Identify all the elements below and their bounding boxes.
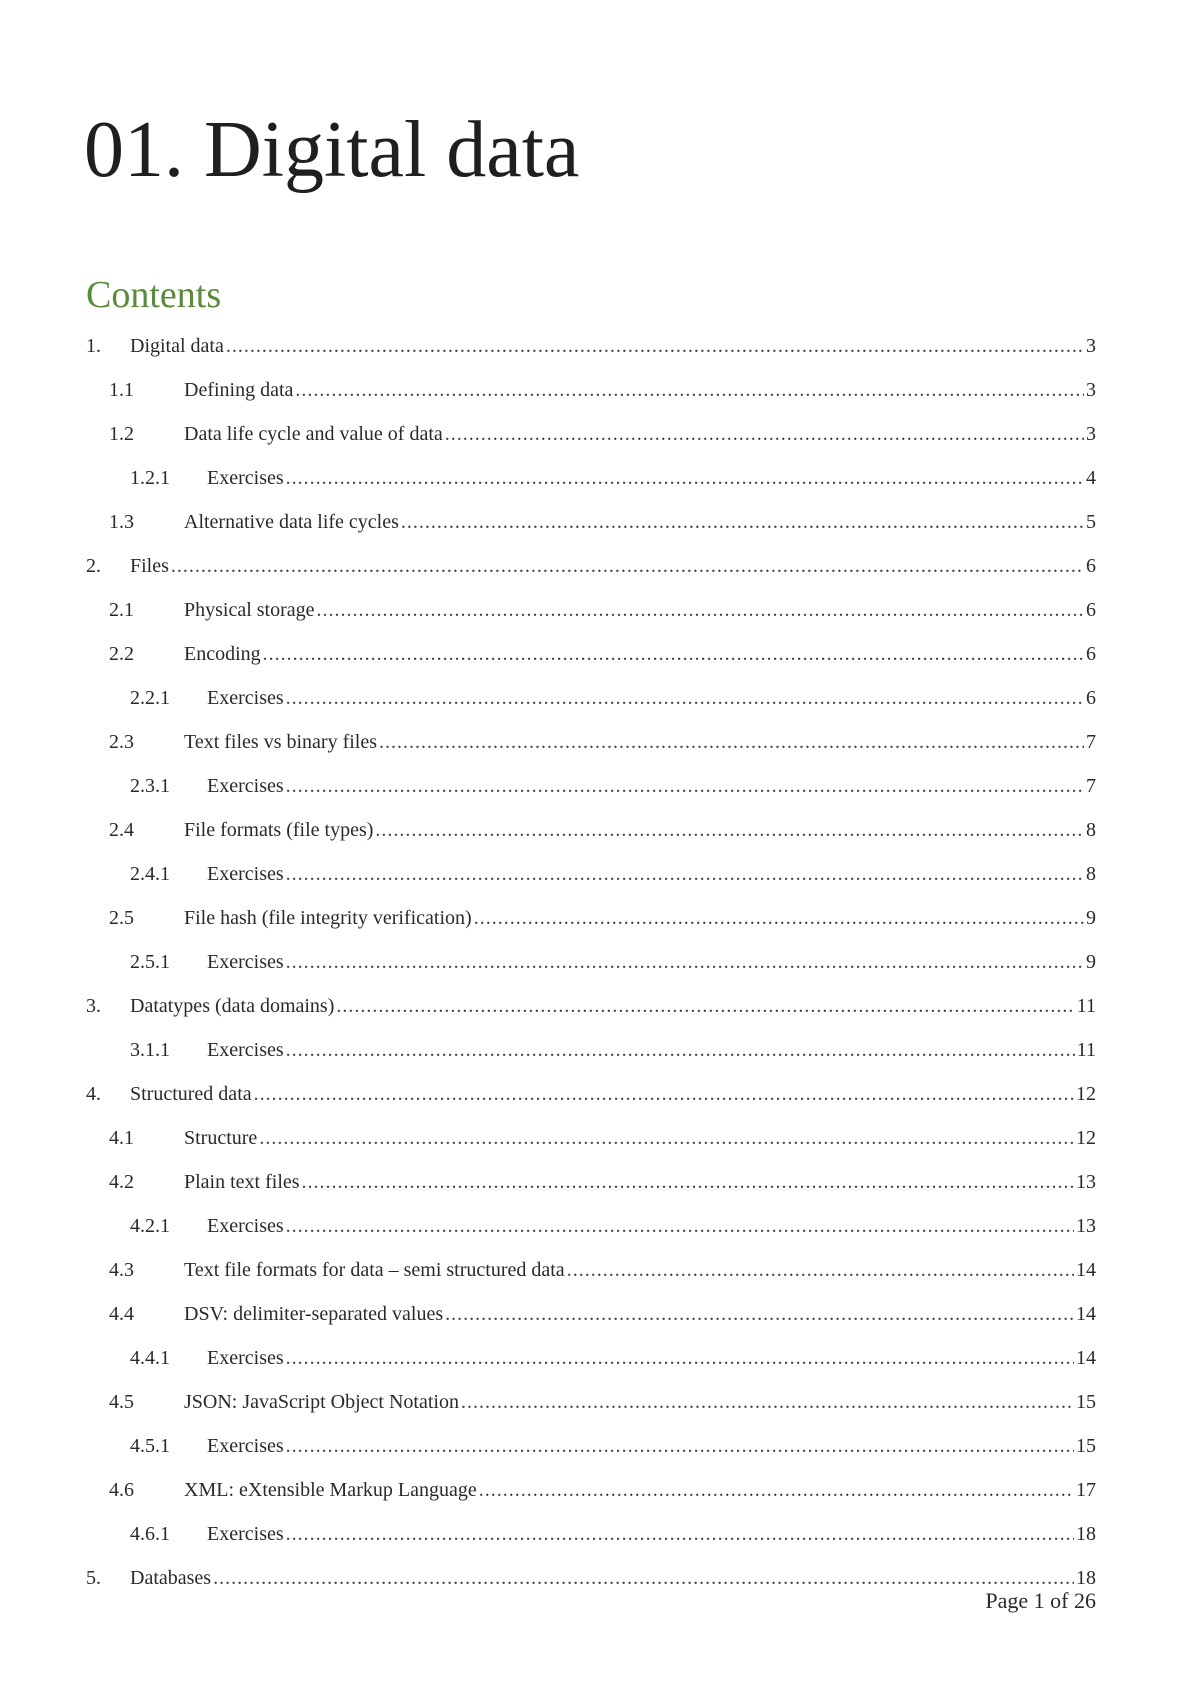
toc-entry-page: 5: [1086, 511, 1096, 533]
toc-dot-leader: [263, 642, 1084, 666]
toc-dot-leader: [286, 862, 1084, 886]
toc-entry[interactable]: [86, 1158, 1096, 1202]
toc-dot-leader: [286, 686, 1084, 710]
toc-entry[interactable]: [86, 586, 1096, 630]
toc-dot-leader: [302, 1170, 1074, 1194]
toc-entry-title: Structured data: [130, 1083, 252, 1105]
toc-entry[interactable]: [86, 1466, 1096, 1510]
toc-entry-page: 6: [1086, 687, 1096, 709]
toc-entry-number: 1.3: [109, 511, 134, 533]
toc-entry-number: 4.2: [109, 1171, 134, 1193]
toc-dot-leader: [479, 1478, 1074, 1502]
toc-dot-leader: [379, 730, 1084, 754]
toc-entry[interactable]: [86, 1246, 1096, 1290]
toc-entry-number: 2.5.1: [130, 951, 170, 973]
toc-entry-number: 4.3: [109, 1259, 134, 1281]
toc-entry-number: 4.4: [109, 1303, 134, 1325]
toc-entry[interactable]: [86, 674, 1096, 718]
toc-entry[interactable]: [86, 1510, 1096, 1554]
page-number-footer: Page 1 of 26: [985, 1588, 1096, 1613]
toc-entry-page: 14: [1076, 1303, 1096, 1325]
toc-entry[interactable]: [86, 894, 1096, 938]
toc-entry-number: 2.4: [109, 819, 134, 841]
toc-entry-page: 4: [1086, 467, 1096, 489]
toc-entry[interactable]: [86, 1114, 1096, 1158]
toc-entry-number: 4.: [86, 1083, 101, 1105]
toc-entry-page: 14: [1076, 1259, 1096, 1281]
toc-entry-title: Exercises: [207, 863, 284, 885]
toc-entry-number: 2.2.1: [130, 687, 170, 709]
toc-dot-leader: [317, 598, 1084, 622]
toc-entry-title: Defining data: [184, 379, 294, 401]
toc-entry-title: Text files vs binary files: [184, 731, 377, 753]
toc-entry-title: Files: [130, 555, 169, 577]
table-of-contents: [86, 322, 1096, 1598]
toc-entry[interactable]: [86, 1378, 1096, 1422]
toc-entry-number: 1.1: [109, 379, 134, 401]
toc-entry-page: 8: [1086, 819, 1096, 841]
toc-entry-page: 14: [1076, 1347, 1096, 1369]
toc-heading: Contents: [86, 274, 222, 316]
toc-entry-number: 3.1.1: [130, 1039, 170, 1061]
toc-entry-number: 2.3.1: [130, 775, 170, 797]
toc-entry-number: 5.: [86, 1567, 101, 1589]
toc-entry-title: Alternative data life cycles: [184, 511, 399, 533]
toc-entry-number: 1.: [86, 335, 101, 357]
toc-dot-leader: [474, 906, 1084, 930]
toc-dot-leader: [259, 1126, 1074, 1150]
toc-entry-page: 18: [1076, 1523, 1096, 1545]
toc-entry-page: 18: [1076, 1567, 1096, 1589]
toc-dot-leader: [445, 1302, 1074, 1326]
toc-entry-number: 3.: [86, 995, 101, 1017]
toc-entry-page: 15: [1076, 1391, 1096, 1413]
toc-entry-title: Exercises: [207, 467, 284, 489]
toc-entry-page: 3: [1086, 335, 1096, 357]
toc-entry[interactable]: [86, 1026, 1096, 1070]
toc-entry-number: 4.1: [109, 1127, 134, 1149]
toc-entry-title: DSV: delimiter-separated values: [184, 1303, 444, 1325]
toc-dot-leader: [254, 1082, 1074, 1106]
toc-entry-number: 4.6.1: [130, 1523, 170, 1545]
toc-entry-page: 12: [1076, 1127, 1096, 1149]
toc-entry-page: 8: [1086, 863, 1096, 885]
toc-entry-number: 2.4.1: [130, 863, 170, 885]
toc-entry-title: Exercises: [207, 1435, 284, 1457]
toc-entry-title: XML: eXtensible Markup Language: [184, 1479, 477, 1501]
toc-entry-title: Datatypes (data domains): [130, 995, 335, 1017]
toc-entry-title: Structure: [184, 1127, 258, 1149]
toc-entry-number: 1.2: [109, 423, 134, 445]
toc-entry-number: 2.3: [109, 731, 134, 753]
toc-entry-page: 3: [1086, 423, 1096, 445]
toc-entry-number: 2.1: [109, 599, 134, 621]
toc-entry-page: 11: [1076, 995, 1096, 1017]
document-title: 01. Digital data: [84, 106, 580, 194]
toc-dot-leader: [286, 1214, 1074, 1238]
toc-entry[interactable]: [86, 762, 1096, 806]
toc-entry-title: Plain text files: [184, 1171, 300, 1193]
toc-dot-leader: [213, 1566, 1074, 1590]
toc-dot-leader: [336, 994, 1074, 1018]
toc-entry[interactable]: [86, 366, 1096, 410]
toc-entry-page: 17: [1076, 1479, 1096, 1501]
toc-entry-page: 11: [1076, 1039, 1096, 1061]
toc-dot-leader: [375, 818, 1084, 842]
toc-dot-leader: [286, 1346, 1074, 1370]
toc-dot-leader: [286, 774, 1084, 798]
toc-entry[interactable]: [86, 1290, 1096, 1334]
toc-entry-title: Exercises: [207, 951, 284, 973]
toc-entry[interactable]: [86, 454, 1096, 498]
toc-entry-page: 3: [1086, 379, 1096, 401]
toc-entry[interactable]: [86, 498, 1096, 542]
toc-entry[interactable]: [86, 806, 1096, 850]
toc-entry[interactable]: [86, 850, 1096, 894]
toc-entry-title: Data life cycle and value of data: [184, 423, 443, 445]
toc-entry[interactable]: [86, 322, 1096, 366]
toc-entry[interactable]: [86, 542, 1096, 586]
toc-dot-leader: [171, 554, 1084, 578]
toc-entry-title: Text file formats for data – semi structured data: [184, 1259, 565, 1281]
toc-entry-title: Physical storage: [184, 599, 315, 621]
toc-entry-title: Databases: [130, 1567, 212, 1589]
toc-entry[interactable]: [86, 982, 1096, 1026]
toc-entry-page: 7: [1086, 731, 1096, 753]
toc-entry-number: 4.5: [109, 1391, 134, 1413]
toc-dot-leader: [286, 950, 1084, 974]
toc-dot-leader: [461, 1390, 1074, 1414]
toc-entry-number: 2.2: [109, 643, 134, 665]
toc-dot-leader: [286, 466, 1084, 490]
toc-entry-page: 13: [1076, 1215, 1096, 1237]
toc-entry-page: 13: [1076, 1171, 1096, 1193]
toc-entry-number: 1.2.1: [130, 467, 170, 489]
toc-entry-title: File formats (file types): [184, 819, 374, 841]
toc-dot-leader: [286, 1038, 1075, 1062]
toc-entry-title: File hash (file integrity verification): [184, 907, 472, 929]
toc-entry-number: 4.2.1: [130, 1215, 170, 1237]
toc-entry-number: 4.4.1: [130, 1347, 170, 1369]
toc-entry-title: Exercises: [207, 1347, 284, 1369]
toc-entry[interactable]: [86, 1422, 1096, 1466]
toc-entry-title: Exercises: [207, 1215, 284, 1237]
toc-entry-page: 7: [1086, 775, 1096, 797]
toc-dot-leader: [286, 1522, 1074, 1546]
toc-dot-leader: [286, 1434, 1074, 1458]
toc-entry-title: Exercises: [207, 1523, 284, 1545]
toc-entry-number: 2.: [86, 555, 101, 577]
toc-entry-page: 12: [1076, 1083, 1096, 1105]
toc-entry[interactable]: [86, 1554, 1096, 1598]
toc-dot-leader: [401, 510, 1084, 534]
toc-entry-number: 4.6: [109, 1479, 134, 1501]
toc-entry-title: Encoding: [184, 643, 261, 665]
toc-entry-page: 15: [1076, 1435, 1096, 1457]
toc-entry[interactable]: [86, 410, 1096, 454]
toc-entry-title: Exercises: [207, 775, 284, 797]
toc-entry[interactable]: [86, 1070, 1096, 1114]
toc-entry-page: 6: [1086, 599, 1096, 621]
toc-entry[interactable]: [86, 1202, 1096, 1246]
toc-entry-title: Exercises: [207, 1039, 284, 1061]
toc-entry[interactable]: [86, 718, 1096, 762]
toc-entry-number: 4.5.1: [130, 1435, 170, 1457]
toc-entry-page: 6: [1086, 555, 1096, 577]
toc-entry-title: JSON: JavaScript Object Notation: [184, 1391, 459, 1413]
toc-entry-page: 9: [1086, 951, 1096, 973]
toc-dot-leader: [445, 422, 1084, 446]
toc-dot-leader: [567, 1258, 1074, 1282]
toc-entry[interactable]: [86, 1334, 1096, 1378]
toc-entry-number: 2.5: [109, 907, 134, 929]
toc-entry-title: Exercises: [207, 687, 284, 709]
toc-entry-page: 6: [1086, 643, 1096, 665]
toc-entry-page: 9: [1086, 907, 1096, 929]
toc-dot-leader: [295, 378, 1084, 402]
toc-dot-leader: [226, 334, 1084, 358]
toc-entry[interactable]: [86, 938, 1096, 982]
toc-entry[interactable]: [86, 630, 1096, 674]
toc-entry-title: Digital data: [130, 335, 224, 357]
